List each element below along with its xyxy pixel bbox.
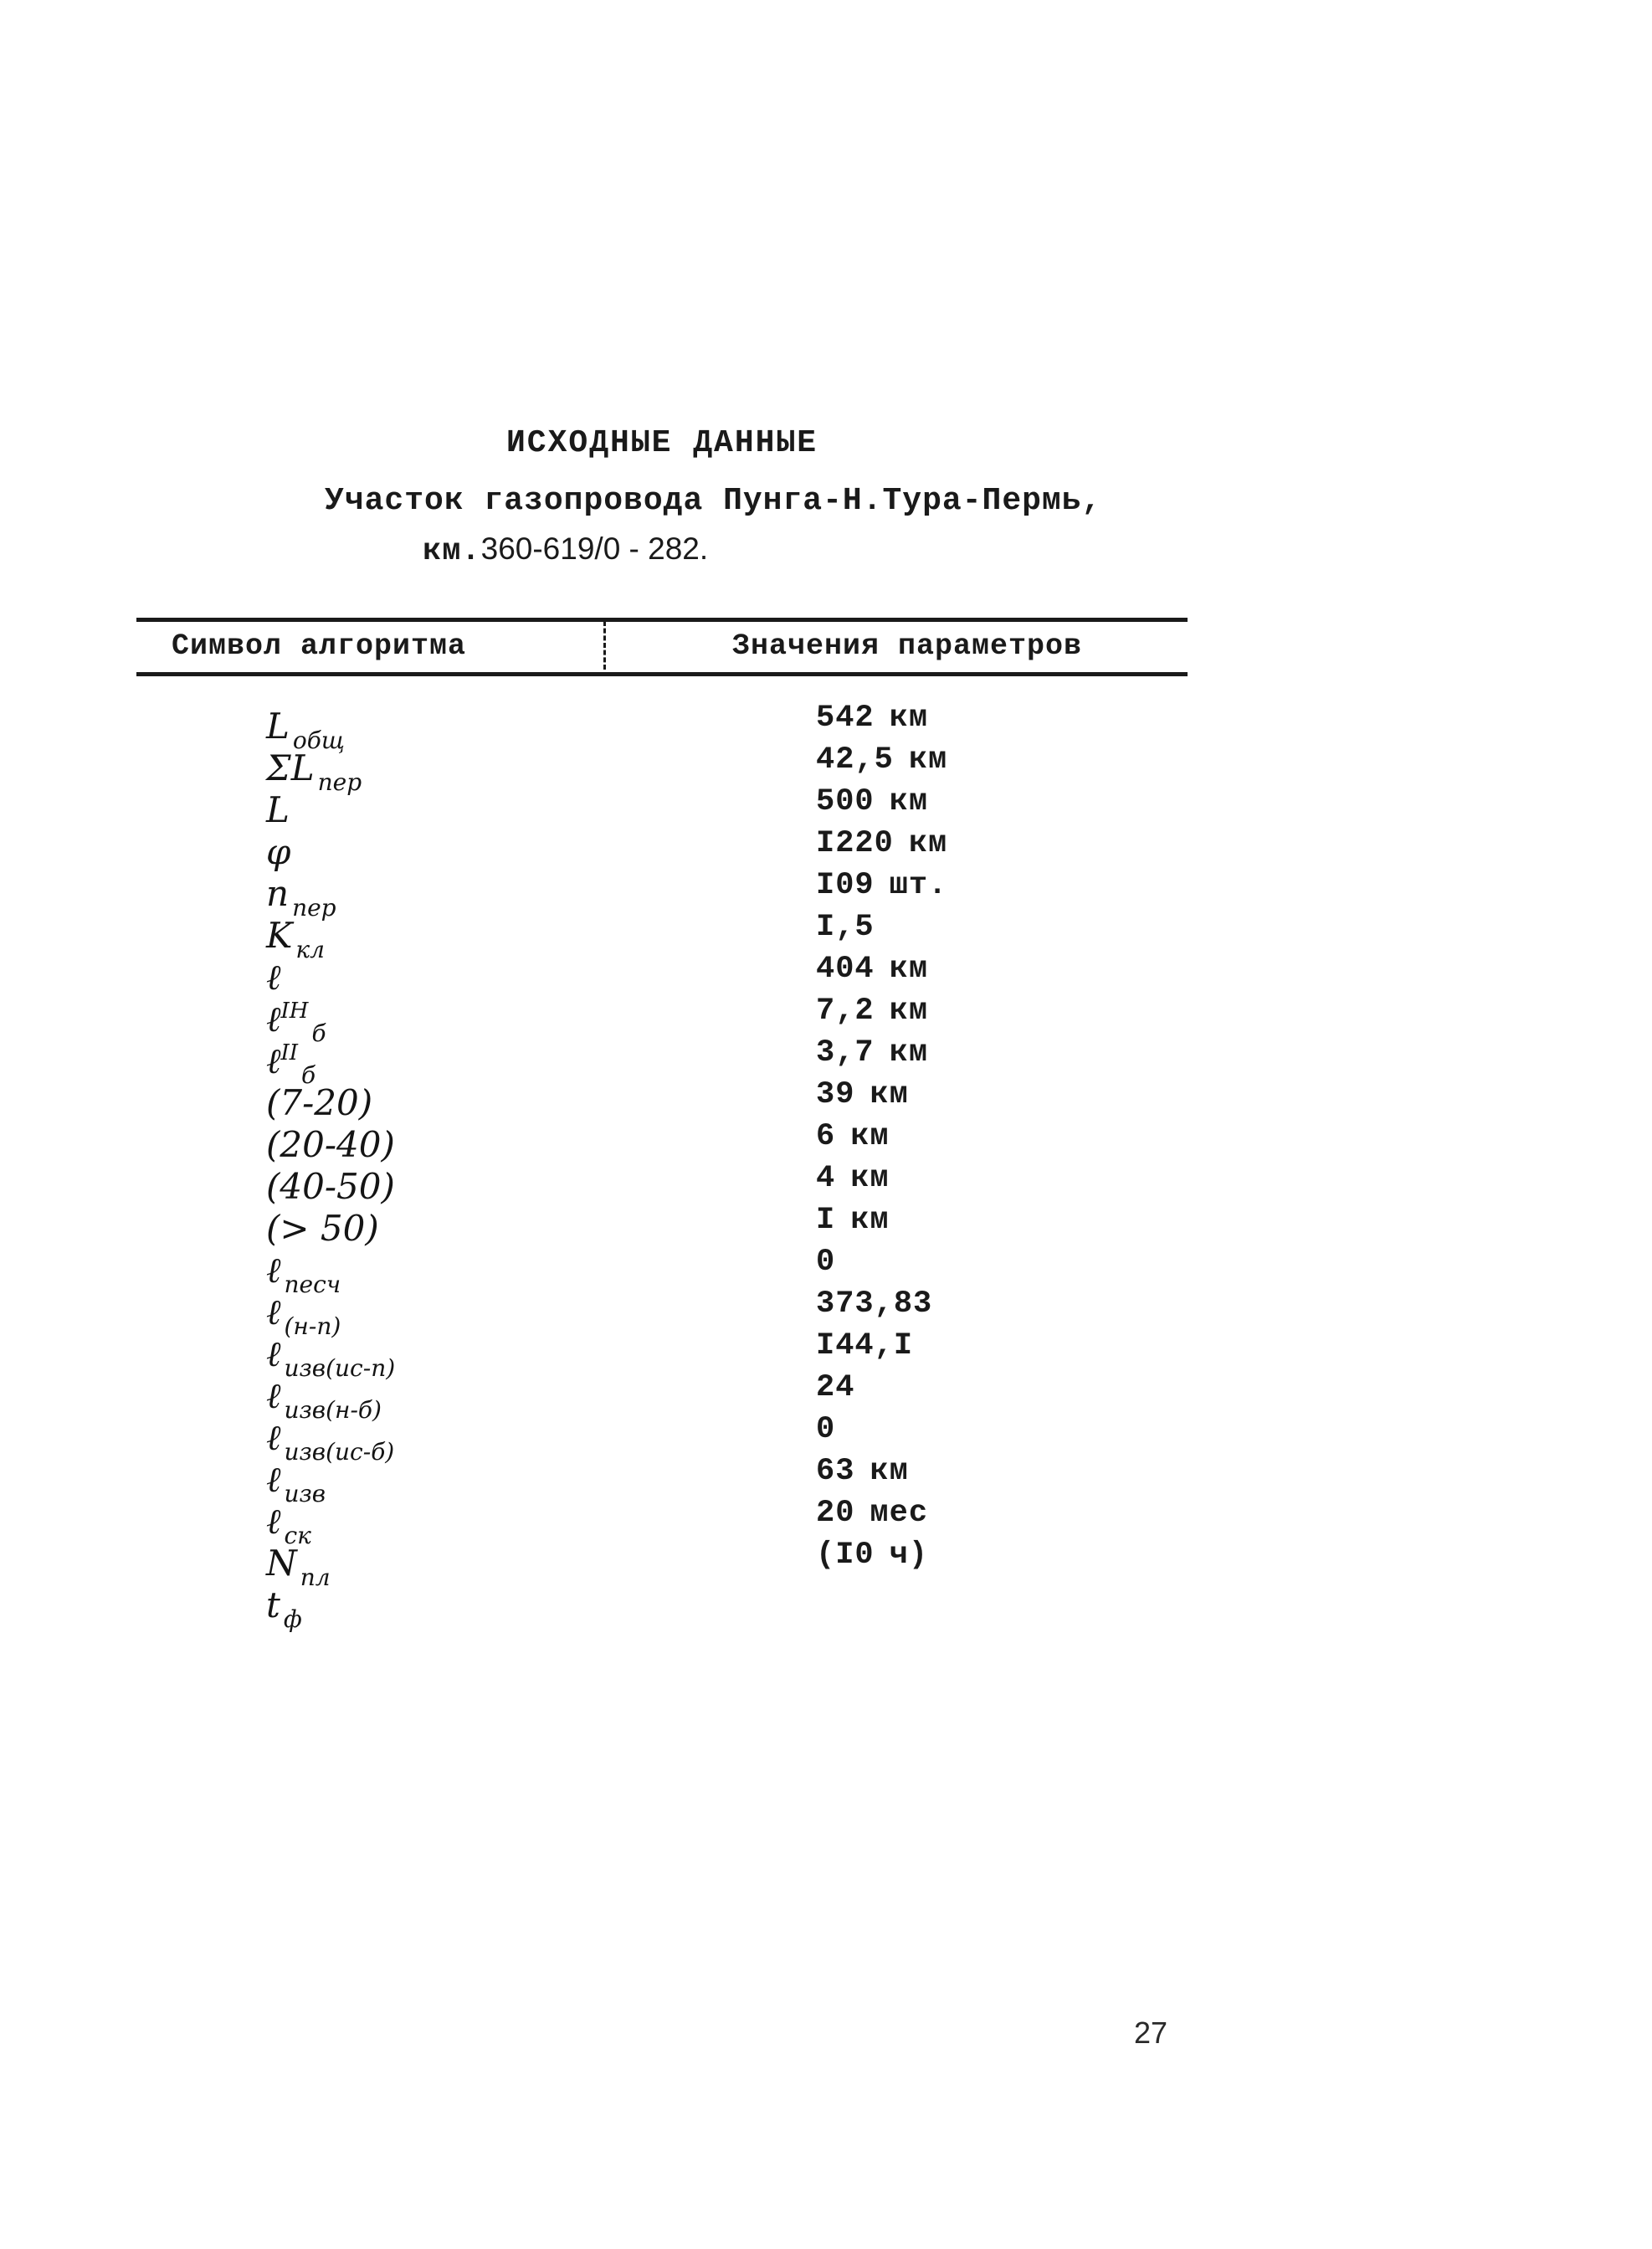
symbol-sub: ск	[284, 1522, 311, 1549]
parameter-value	[816, 1368, 870, 1407]
symbol-main: K	[266, 915, 293, 956]
parameter-value	[816, 1494, 928, 1533]
symbol-sub: б	[311, 1019, 326, 1047]
page-number: 27	[1134, 2015, 1168, 2050]
symbol-sub: ф	[283, 1605, 302, 1633]
symbol-sub: б	[301, 1061, 316, 1089]
parameter-value	[816, 1034, 928, 1072]
value-unit: км	[870, 1454, 909, 1489]
value-number: 20	[816, 1496, 855, 1531]
table-row	[0, 1452, 1652, 1507]
table-row	[0, 741, 1652, 796]
symbol-main: ℓ	[266, 1291, 281, 1332]
column-divider	[603, 621, 606, 670]
table-row	[0, 783, 1652, 830]
symbol-main: ℓ	[266, 957, 281, 998]
parameter-value	[816, 992, 928, 1030]
symbol-sub: изв	[284, 1480, 326, 1507]
table-row	[0, 1494, 1652, 1549]
value-number: (I0	[816, 1538, 875, 1573]
value-number: 0	[816, 1412, 836, 1447]
parameter-value	[816, 783, 928, 821]
table-row	[0, 1536, 1652, 1591]
symbol-main: (7-20)	[266, 1082, 373, 1123]
symbol-sup: IH	[280, 999, 309, 1024]
table-row	[0, 1578, 1652, 1633]
table-row	[0, 1368, 1652, 1424]
table-row	[0, 950, 1652, 998]
symbol-sup: II	[280, 1040, 299, 1065]
value-unit: мес	[870, 1496, 929, 1531]
parameter-value	[816, 1578, 831, 1616]
parameter-value	[816, 1285, 947, 1323]
value-unit: км	[889, 994, 929, 1029]
table-row	[0, 1410, 1652, 1466]
symbol-main: ℓ	[266, 1501, 281, 1542]
value-number: 0	[816, 1245, 836, 1280]
parameter-value	[816, 1159, 890, 1198]
value-unit: км	[850, 1119, 890, 1154]
symbol-main: ℓ	[266, 999, 281, 1040]
table-row	[0, 1243, 1652, 1298]
parameter-value	[816, 741, 947, 779]
symbol-sub: пер	[317, 768, 362, 796]
symbol-sub: песч	[284, 1271, 341, 1298]
parameter-value	[816, 908, 890, 947]
parameter-value	[816, 1327, 928, 1365]
document-title: ИСХОДНЫЕ ДАННЫЕ	[506, 425, 818, 461]
value-number: I220	[816, 826, 894, 861]
symbol-main: ℓ	[266, 1040, 281, 1081]
symbol-main: n	[266, 873, 290, 914]
parameter-value	[816, 866, 947, 905]
symbol-main: ℓ	[266, 1375, 281, 1416]
symbol-sub: общ	[292, 727, 345, 754]
symbol-main: t	[266, 1584, 280, 1625]
table-top-rule	[136, 618, 1188, 622]
value-unit: км	[908, 826, 948, 861]
symbol-sub: (н-п)	[284, 1312, 341, 1340]
table-row	[0, 824, 1652, 872]
value-number: 39	[816, 1077, 855, 1112]
table-row	[0, 1159, 1652, 1207]
symbol-main: ℓ	[266, 1333, 281, 1374]
km-prefix: км.	[423, 534, 481, 569]
symbol-sub: изв(ис-б)	[284, 1438, 395, 1466]
symbol-main: L	[266, 706, 290, 747]
value-number: 3,7	[816, 1035, 875, 1071]
value-unit: ч)	[889, 1538, 929, 1573]
table-row	[0, 1201, 1652, 1249]
symbol-main: L	[266, 789, 290, 830]
column-header-values: Значения параметров	[732, 629, 1083, 663]
value-number: 500	[816, 784, 875, 819]
symbol-main: ℓ	[266, 1417, 281, 1458]
value-unit: км	[889, 701, 929, 736]
parameter-value	[816, 1243, 850, 1281]
value-number: 542	[816, 701, 875, 736]
parameter-value	[816, 1201, 890, 1240]
km-range: 360-619/0 - 282.	[480, 531, 709, 566]
parameter-value	[816, 699, 928, 737]
value-number: 4	[816, 1161, 836, 1196]
symbol-main: N	[266, 1543, 297, 1584]
parameter-value	[816, 1076, 909, 1114]
value-number: I09	[816, 868, 875, 903]
value-number: I,5	[816, 910, 875, 945]
column-header-symbol: Символ алгоритма	[172, 629, 467, 663]
parameter-value	[816, 824, 947, 863]
table-row	[0, 908, 1652, 963]
value-number: 63	[816, 1454, 855, 1489]
algorithm-symbol	[266, 1578, 302, 1639]
parameter-value	[816, 1536, 928, 1574]
symbol-main: (20-40)	[266, 1124, 395, 1165]
symbol-main: φ	[266, 831, 291, 872]
value-unit: км	[850, 1203, 890, 1238]
table-row	[0, 992, 1652, 1047]
table-row	[0, 1076, 1652, 1123]
section-subtitle: Участок газопровода Пунга-Н.Тура-Пермь,	[325, 483, 1102, 519]
value-unit: км	[889, 1035, 929, 1071]
table-row	[0, 1327, 1652, 1382]
table-row	[0, 1285, 1652, 1340]
value-unit: км	[889, 784, 929, 819]
parameter-value	[816, 1410, 850, 1449]
value-number: 24	[816, 1370, 855, 1405]
symbol-sub: изв(н-б)	[284, 1396, 382, 1424]
parameter-value	[816, 950, 928, 988]
symbol-sub: изв(ис-п)	[284, 1354, 396, 1382]
section-subtitle-km	[423, 531, 708, 569]
symbol-sub: пер	[292, 894, 336, 922]
symbol-main: ℓ	[266, 1250, 281, 1291]
table-row	[0, 1117, 1652, 1165]
table-row	[0, 699, 1652, 754]
parameter-value	[816, 1117, 890, 1156]
value-unit: шт.	[889, 868, 948, 903]
value-number: 404	[816, 952, 875, 987]
value-unit: км	[889, 952, 929, 987]
value-unit: км	[908, 742, 948, 778]
value-number: 373,83	[816, 1286, 933, 1322]
symbol-sub: кл	[295, 936, 325, 963]
parameter-value	[816, 1452, 909, 1491]
value-number: I	[816, 1203, 836, 1238]
symbol-main: ΣL	[266, 747, 315, 788]
value-number: 42,5	[816, 742, 894, 778]
table-row	[0, 866, 1652, 922]
symbol-main: ℓ	[266, 1459, 281, 1500]
table-row	[0, 1034, 1652, 1089]
symbol-sub: пл	[300, 1564, 331, 1591]
value-unit: км	[870, 1077, 909, 1112]
value-unit: км	[850, 1161, 890, 1196]
table-header-rule	[136, 672, 1188, 676]
value-number: 7,2	[816, 994, 875, 1029]
symbol-main: (40-50)	[266, 1166, 395, 1207]
value-number: I44,I	[816, 1328, 914, 1363]
value-number: 6	[816, 1119, 836, 1154]
symbol-main: (> 50)	[266, 1208, 379, 1249]
